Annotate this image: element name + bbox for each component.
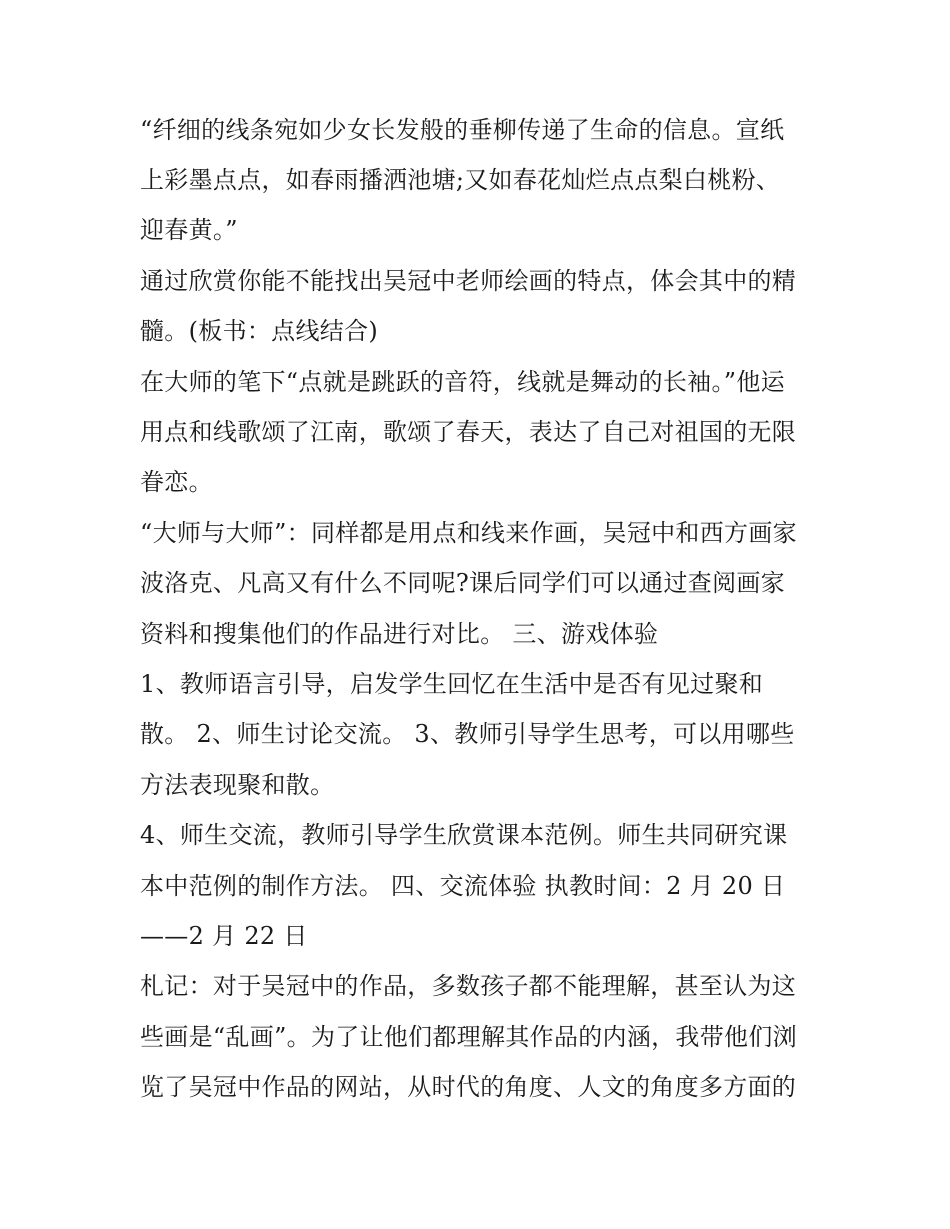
text-line-2: 上彩墨点点，如春雨播洒池塘;又如春花灿烂点点梨白桃粉、 bbox=[140, 166, 781, 194]
text-line-16: 本中范例的制作方法。 四、交流体验 执教时间：2 月 20 日 bbox=[140, 872, 786, 900]
text-line-8: 眷恋。 bbox=[140, 468, 213, 496]
text-line-11: 资料和搜集他们的作品进行对比。 三、游戏体验 bbox=[140, 620, 659, 648]
text-line-4: 通过欣赏你能不能找出吴冠中老师绘画的特点，体会其中的精 bbox=[140, 267, 797, 295]
text-line-20: 览了吴冠中作品的网站，从时代的角度、人文的角度多方面的 bbox=[140, 1073, 797, 1101]
text-line-6: 在大师的笔下“点就是跳跃的音符，线就是舞动的长袖。”他运 bbox=[140, 368, 785, 396]
text-line-14: 方法表现聚和散。 bbox=[140, 771, 335, 799]
text-line-9: “大师与大师”：同样都是用点和线来作画，吴冠中和西方画家 bbox=[140, 519, 797, 547]
text-line-7: 用点和线歌颂了江南，歌颂了春天，表达了自己对祖国的无限 bbox=[140, 418, 797, 446]
text-line-12: 1、教师语言引导，启发学生回忆在生活中是否有见过聚和 bbox=[140, 670, 764, 698]
text-line-13: 散。 2、师生讨论交流。 3、教师引导学生思考，可以用哪些 bbox=[140, 720, 795, 748]
text-line-1: “纤细的线条宛如少女长发般的垂柳传递了生命的信息。宣纸 bbox=[140, 116, 785, 144]
text-line-18: 札记：对于吴冠中的作品，多数孩子都不能理解，甚至认为这 bbox=[140, 972, 797, 1000]
text-line-10: 波洛克、凡高又有什么不同呢?课后同学们可以通过查阅画家 bbox=[140, 569, 785, 597]
text-line-17: ——2 月 22 日 bbox=[140, 922, 308, 950]
text-line-5: 髓。(板书：点线结合) bbox=[140, 317, 379, 345]
text-line-15: 4、师生交流，教师引导学生欣赏课本范例。师生共同研究课 bbox=[140, 821, 788, 849]
text-line-19: 些画是“乱画”。为了让他们都理解其作品的内涵，我带他们浏 bbox=[140, 1023, 797, 1051]
text-line-3: 迎春黄。” bbox=[140, 216, 238, 244]
